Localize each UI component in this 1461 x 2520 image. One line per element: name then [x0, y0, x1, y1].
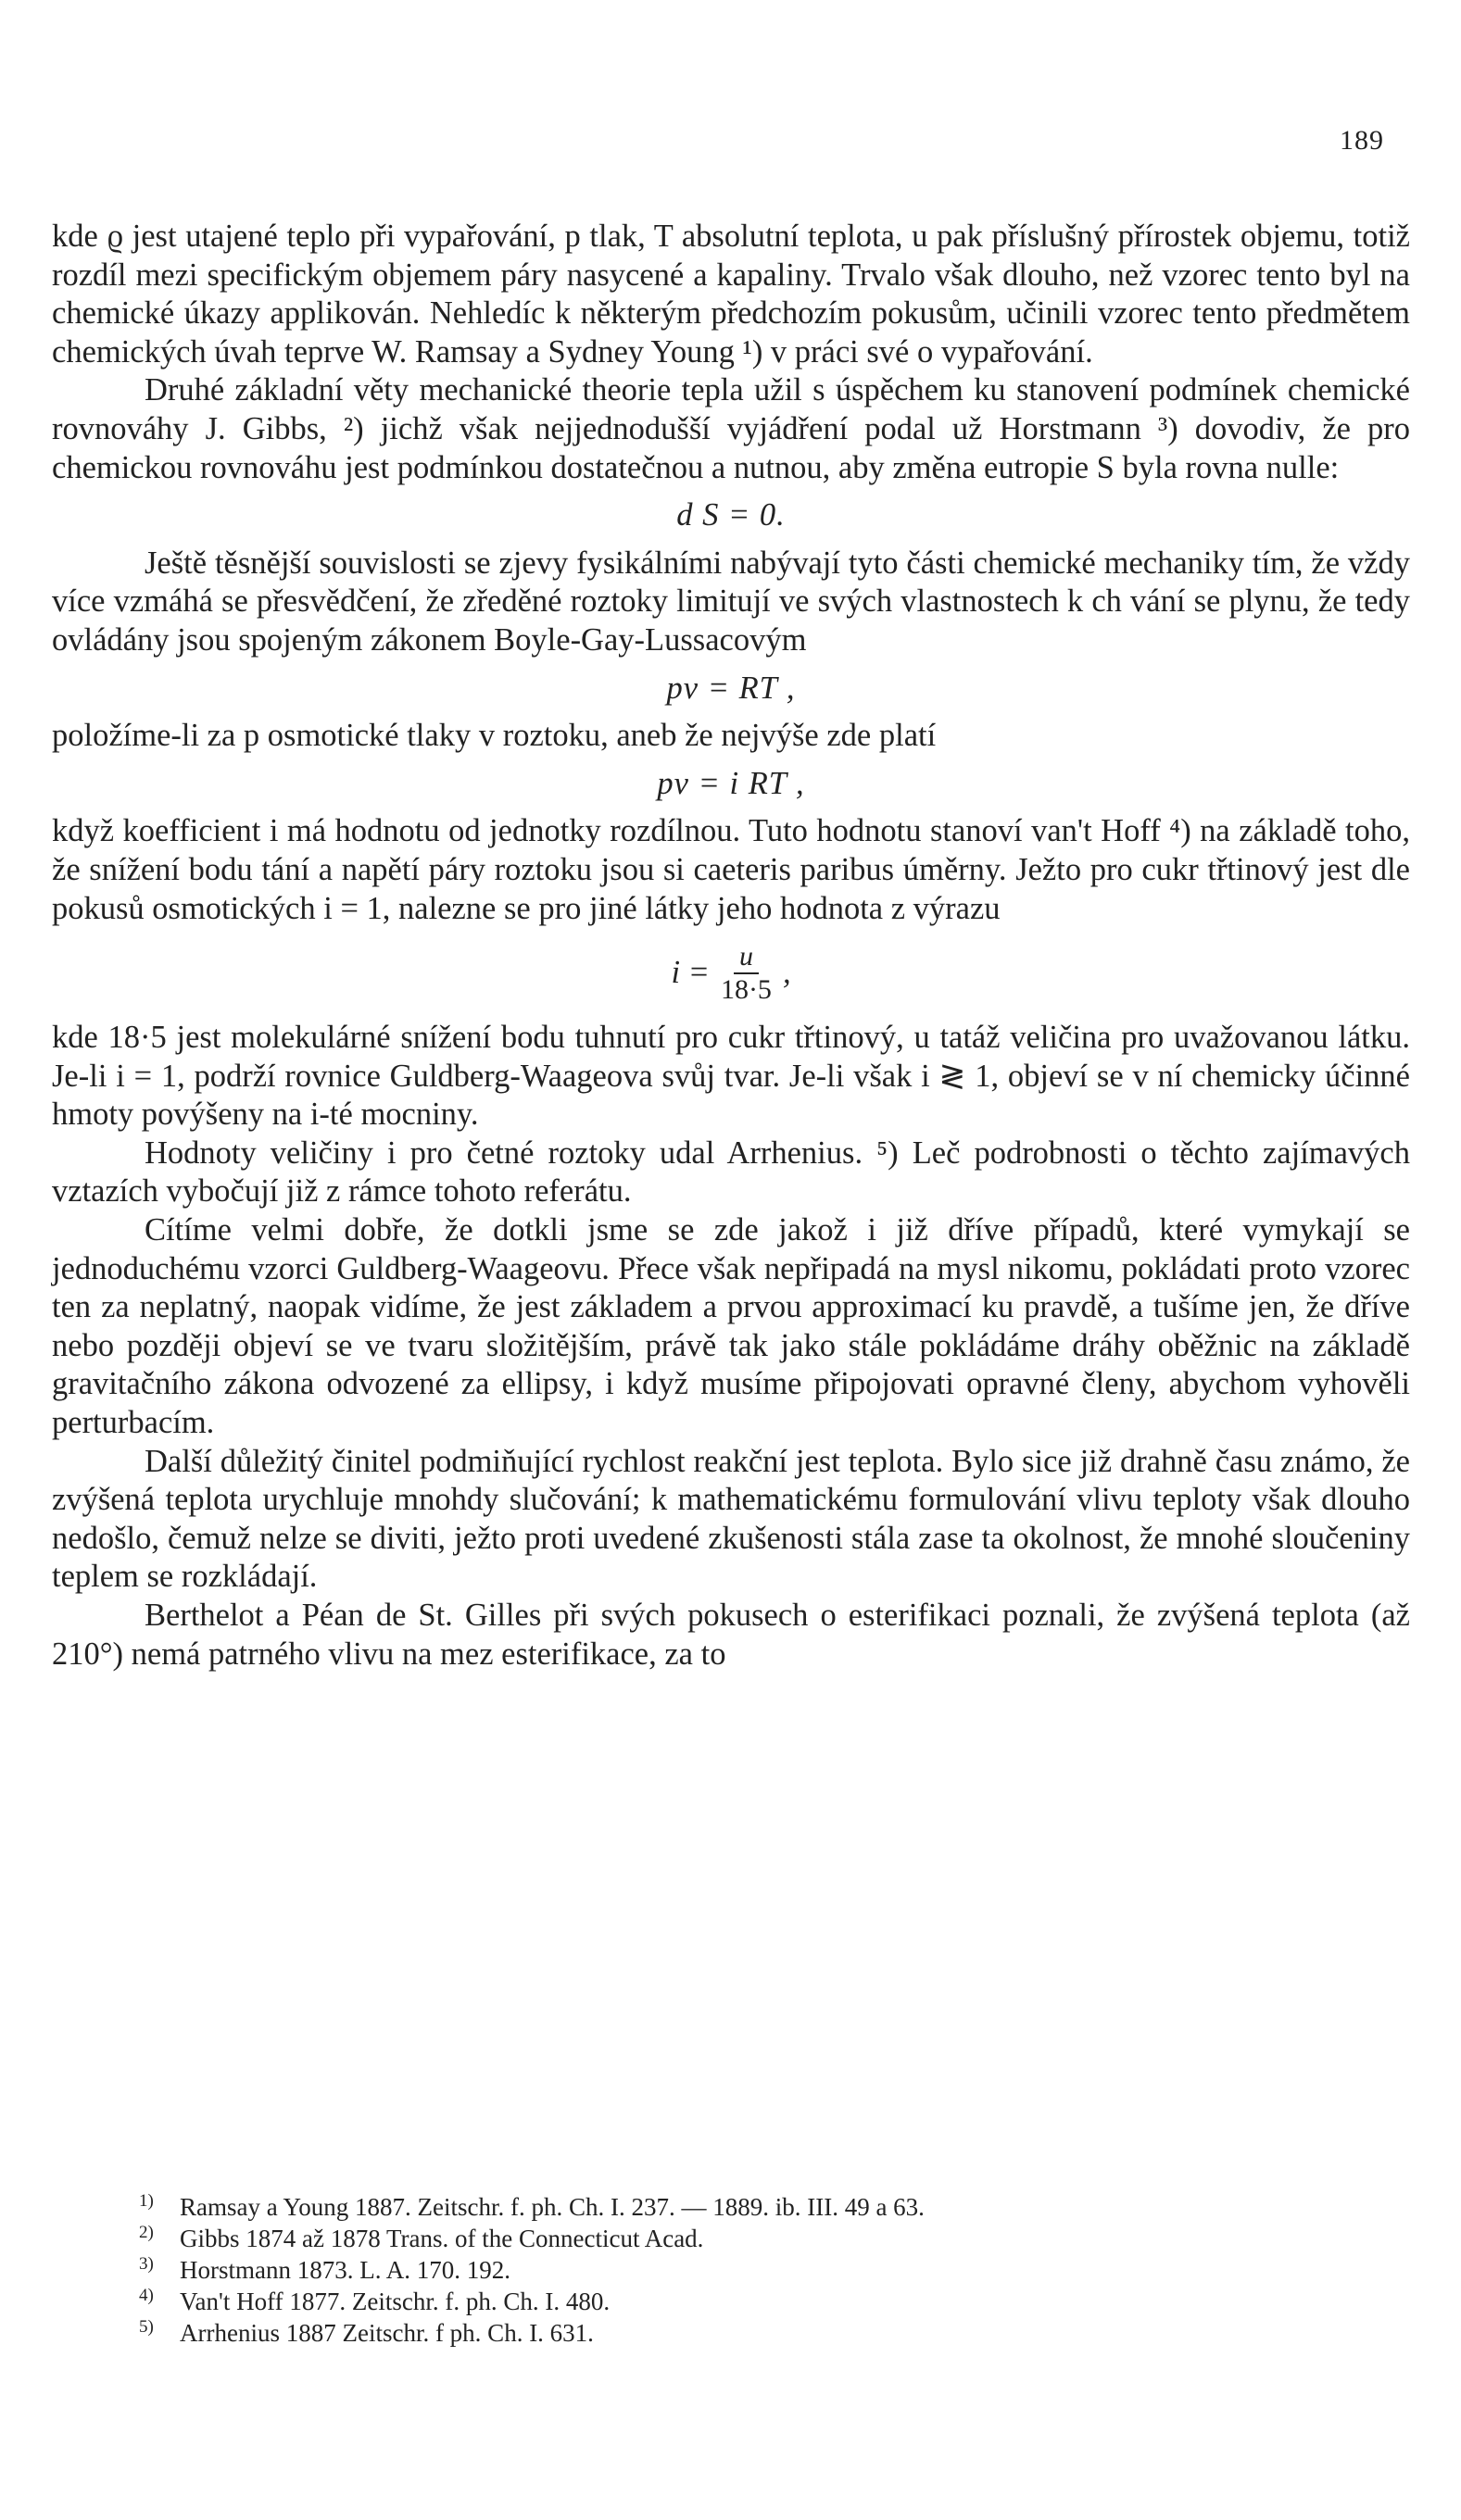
paragraph-3: Ještě těsnější souvislosti se zjevy fysikálními nabývají tyto části chemické mechaniky tím, že vždy více vzmáhá se přesvědčení, že zředěné roztoky limitují ve svých vlastnostech k ch vání se plynu, že tedy ovládány jsou spojeným zákonem Boyle-Gay-Lussacovým: [52, 545, 1410, 658]
formula-fraction-tail: ,: [782, 955, 791, 991]
footnotes: [139, 2191, 1343, 2349]
paragraph-9: Další důležitý činitel podmiňující rychlost reakční jest teplota. Bylo sice již drahně času známo, že zvýšená teplota urychluje mnohdy slučování; k mathematickému formulování vlivu teploty však dlouho nedošlo, čemuž nelze se diviti, ježto proti uvedené zkušenosti stála zase ta okolnost, že mnohé sloučeniny teplem se rozkládají.: [52, 1443, 1410, 1595]
paragraph-8: Cítíme velmi dobře, že dotkli jsme se zde jakož i již dříve případů, které vymykají se jednoduchému vzorci Guldberg-Waageovu. Přece však nepřipadá na mysl nikomu, pokládati proto vzorec ten za neplatný, naopak vidíme, že jest základem a prvou approximací ku pravdě, a tušíme jen, že dříve nebo později objeví se ve tvaru složitějším, právě tak jako stále pokládáme dráhy oběžnic na základě gravitačního zákona odvozené za ellipsy, i když musíme připojovati opravné členy, abychom vyhověli perturbacím.: [52, 1212, 1410, 1441]
page-number: 189: [1340, 125, 1384, 156]
paragraph-1: kde ϱ jest utajené teplo při vypařování, p tlak, T absolutní teplota, u pak příslušný přírostek objemu, totiž rozdíl mezi specifickým objemem páry nasycené a kapaliny. Trvalo však dlouho, než vzorec tento byl na chemické úkazy applikován. Nehledíc k některým předchozím pokusům, učinili vzorec tento předmětem chemických úvah teprve W. Ramsay a Sydney Young ¹) v práci své o vypařování.: [52, 219, 1410, 370]
formula-vant-hoff: pv = i RT ,: [657, 765, 805, 801]
fraction: [721, 941, 772, 1006]
footnote-text: Van't Hoff 1877. Zeitschr. f. ph. Ch. I. 480.: [180, 2288, 611, 2315]
paragraph-2: Druhé základní věty mechanické theorie tepla užil s úspěchem ku stanovení podmínek chemické rovnováhy J. Gibbs, ²) jichž však nejjednodušší vyjádření podal už Horstmann ³) dovodiv, že pro chemickou rovnováhu jest podmínkou dostatečnou a nutnou, aby změna eutropie S byla rovna nulle:: [52, 372, 1410, 485]
formula-fraction-lhs: i =: [671, 955, 710, 991]
body-text: [52, 218, 1410, 1674]
footnote-1: 1) Ramsay a Young 1887. Zeitschr. f. ph. Ch. I. 237. — 1889. ib. III. 49 a 63.: [139, 2191, 925, 2221]
paragraph-4: položíme-li za p osmotické tlaky v roztoku, aneb že nejvýše zde platí: [52, 718, 937, 754]
formula-entropy: d S = 0.: [676, 497, 786, 533]
paragraph-7: Hodnoty veličiny i pro četné roztoky udal Arrhenius. ⁵) Leč podrobnosti o těchto zajímavých vztazích vybočují již z rámce tohoto referátu.: [52, 1135, 1410, 1210]
paragraph-6: kde 18·5 jest molekulárné snížení bodu tuhnutí pro cukr třtinový, u tatáž veličina pro uvažovanou látku. Je-li i = 1, podrží rovnice Guldberg-Waageova svůj tvar. Je-li však i ≷ 1, objeví se v ní chemicky účinné hmoty povýšeny na i-té mocniny.: [52, 1020, 1410, 1133]
formula-fraction: [52, 941, 1410, 1006]
paragraph-10: Berthelot a Péan de St. Gilles při svých pokusech o esterifikaci poznali, že zvýšená teplota (až 210°) nemá patrného vlivu na mez esterifikace, za to: [52, 1598, 1410, 1672]
footnote-text: Horstmann 1873. L. A. 170. 192.: [180, 2256, 510, 2284]
footnote-2: 2) Gibbs 1874 až 1878 Trans. of the Connecticut Acad.: [139, 2223, 704, 2252]
footnote-text: Arrhenius 1887 Zeitschr. f ph. Ch. I. 631.: [180, 2319, 594, 2347]
formula-gas-law: pv = RT ,: [666, 670, 796, 706]
footnote-text: Gibbs 1874 až 1878 Trans. of the Connecticut Acad.: [180, 2225, 704, 2252]
footnote-4: 4) Van't Hoff 1877. Zeitschr. f. ph. Ch. I. 480.: [139, 2286, 611, 2315]
paragraph-5: když koefficient i má hodnotu od jednotky rozdílnou. Tuto hodnotu stanoví van't Hoff ⁴) na základě toho, že snížení bodu tání a napětí páry roztoku jsou si caeteris paribus úměrny. Ježto pro cukr třtinový jest dle pokusů osmotických i = 1, nalezne se pro jiné látky jeho hodnota z výrazu: [52, 813, 1410, 926]
fraction-numerator: u: [734, 941, 759, 974]
footnote-5: 5) Arrhenius 1887 Zeitschr. f ph. Ch. I. 631.: [139, 2317, 594, 2347]
footnote-text: Ramsay a Young 1887. Zeitschr. f. ph. Ch. I. 237. — 1889. ib. III. 49 a 63.: [180, 2193, 925, 2221]
footnote-3: 3) Horstmann 1873. L. A. 170. 192.: [139, 2254, 510, 2284]
fraction-denominator: 18·5: [720, 974, 772, 1006]
